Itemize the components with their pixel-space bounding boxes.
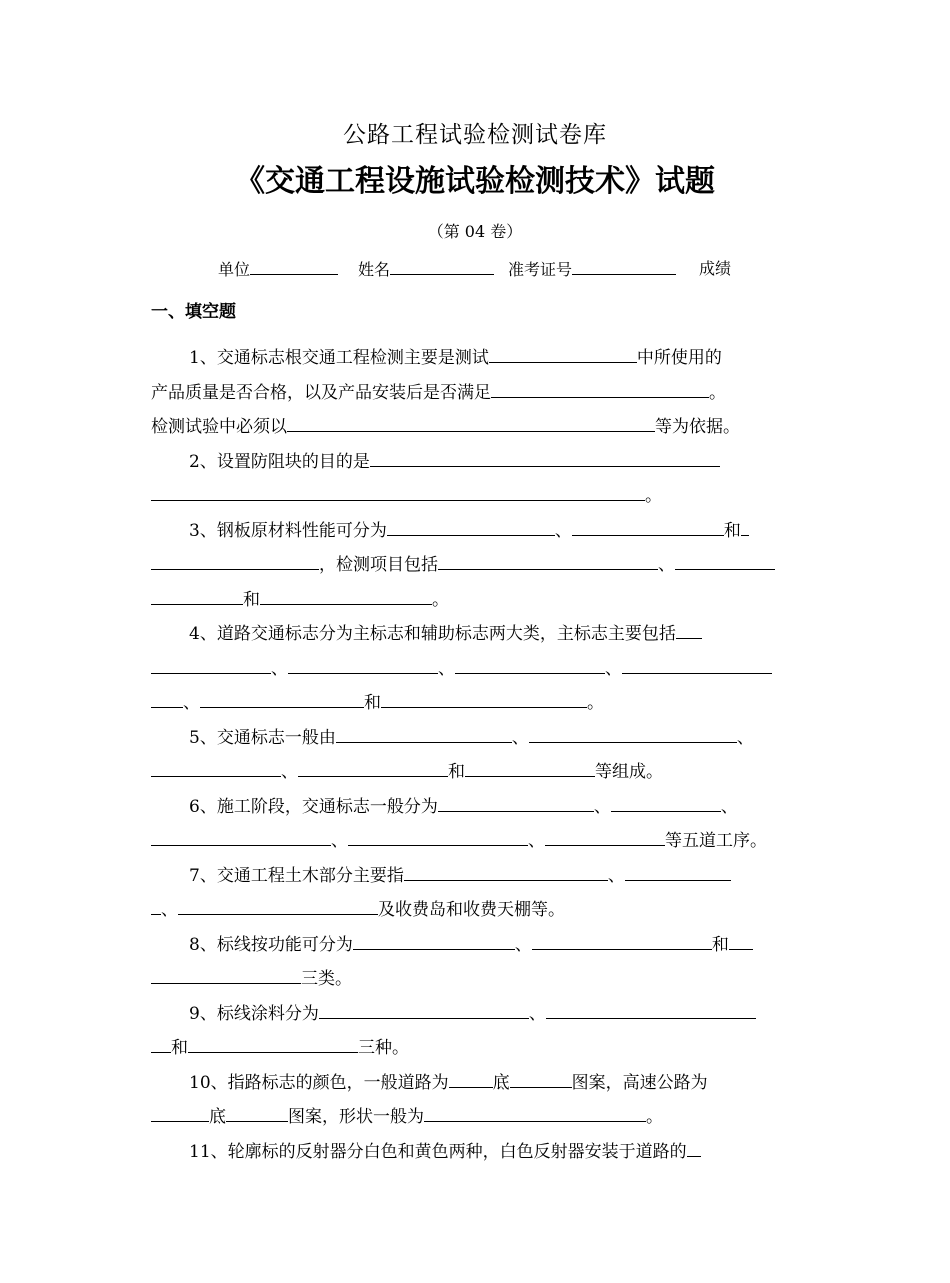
question-11: 11、轮廓标的反射器分白色和黄色两种，白色反射器安装于道路的 bbox=[151, 1135, 801, 1170]
answer-blank[interactable] bbox=[287, 411, 655, 432]
answer-blank[interactable] bbox=[188, 1032, 358, 1053]
question-7: 7、交通工程土木部分主要指 、 bbox=[151, 859, 801, 894]
answer-blank[interactable] bbox=[455, 653, 605, 674]
answer-blank[interactable] bbox=[510, 1067, 572, 1088]
answer-blank[interactable] bbox=[151, 963, 301, 984]
name-field[interactable] bbox=[390, 256, 494, 275]
answer-blank[interactable] bbox=[675, 549, 775, 570]
answer-blank[interactable] bbox=[151, 687, 183, 708]
answer-blank[interactable] bbox=[151, 480, 645, 501]
question-3: 3、钢板原材料性能可分为 、 和 bbox=[151, 514, 801, 549]
answer-blank[interactable] bbox=[151, 756, 281, 777]
answer-blank[interactable] bbox=[625, 860, 731, 881]
answer-blank[interactable] bbox=[151, 1101, 209, 1122]
answer-blank[interactable] bbox=[449, 1067, 493, 1088]
section-title: 一、填空题 bbox=[151, 302, 236, 322]
answer-blank[interactable] bbox=[687, 1136, 701, 1157]
answer-blank[interactable] bbox=[336, 722, 512, 743]
answer-blank[interactable] bbox=[151, 584, 243, 605]
answer-blank[interactable] bbox=[178, 894, 378, 915]
answer-blank[interactable] bbox=[546, 998, 756, 1019]
answer-blank[interactable] bbox=[529, 722, 737, 743]
unit-label: 单位 bbox=[218, 260, 251, 279]
answer-blank[interactable] bbox=[151, 894, 161, 915]
volume-number: （第 04 卷） bbox=[427, 222, 523, 241]
question-list: 1、交通标志根交通工程检测主要是测试 中所使用的 产品质量是否合格，以及产品安装后是否满足 。 检测试验中必须以 等为依据。 2、设置防阻块的目的是 。 3、钢板原材料性能可分为 、 和 ，检测项目包括 、 和 。 4、道路交通标志分为主标志和辅助标志两大类，主标志主要包括 、 、 、 、 和 。 5、交通标志一般由 、 、 、 和 等组成。 6、施工阶段，交通标志一般分为 、 、 、 、 等五道工序。 7、交通工程土木部分主要指 、 、 及收费岛和收费天棚等。 8、标线按功能可分为 、 和 三类。 9、标线涂料分为 、 和 三种。 10、指路标志的颜色，一般道路为 底 图案，高速公路为 底 图案，形状一般为 。 11、轮廓标的反射器分白色和黄色两种，白色反射器安装于道路的 bbox=[151, 341, 801, 1169]
answer-blank[interactable] bbox=[424, 1101, 646, 1122]
answer-blank[interactable] bbox=[438, 549, 658, 570]
question-2: 2、设置防阻块的目的是 bbox=[151, 445, 801, 480]
answer-blank[interactable] bbox=[545, 825, 665, 846]
exam-paper-title: 《交通工程设施试验检测技术》试题 bbox=[235, 164, 715, 199]
answer-blank[interactable] bbox=[465, 756, 595, 777]
answer-blank[interactable] bbox=[151, 1032, 171, 1053]
answer-blank[interactable] bbox=[151, 825, 331, 846]
answer-blank[interactable] bbox=[319, 998, 529, 1019]
answer-blank[interactable] bbox=[260, 584, 432, 605]
answer-blank[interactable] bbox=[226, 1101, 288, 1122]
exam-id-field[interactable] bbox=[572, 256, 676, 275]
question-10: 10、指路标志的颜色，一般道路为 底 图案，高速公路为 bbox=[151, 1066, 801, 1101]
answer-blank[interactable] bbox=[676, 618, 702, 639]
question-5: 5、交通标志一般由 、 、 bbox=[151, 721, 801, 756]
exam-bank-title: 公路工程试验检测试卷库 bbox=[343, 122, 607, 148]
answer-blank[interactable] bbox=[611, 791, 721, 812]
answer-blank[interactable] bbox=[151, 549, 319, 570]
answer-blank[interactable] bbox=[438, 791, 594, 812]
question-8: 8、标线按功能可分为 、 和 bbox=[151, 928, 801, 963]
question-9: 9、标线涂料分为 、 bbox=[151, 997, 801, 1032]
answer-blank[interactable] bbox=[298, 756, 448, 777]
score-label: 成绩 bbox=[699, 259, 732, 278]
answer-blank[interactable] bbox=[381, 687, 587, 708]
answer-blank[interactable] bbox=[151, 653, 271, 674]
answer-blank[interactable] bbox=[387, 515, 555, 536]
answer-blank[interactable] bbox=[370, 446, 720, 467]
question-6: 6、施工阶段，交通标志一般分为 、 、 bbox=[151, 790, 801, 825]
name-label: 姓名 bbox=[358, 260, 391, 279]
answer-blank[interactable] bbox=[489, 342, 637, 363]
question-4: 4、道路交通标志分为主标志和辅助标志两大类，主标志主要包括 bbox=[151, 617, 801, 652]
answer-blank[interactable] bbox=[200, 687, 364, 708]
answer-blank[interactable] bbox=[404, 860, 608, 881]
answer-blank[interactable] bbox=[741, 515, 749, 536]
answer-blank[interactable] bbox=[348, 825, 528, 846]
unit-field[interactable] bbox=[250, 256, 338, 275]
answer-blank[interactable] bbox=[353, 929, 515, 950]
answer-blank[interactable] bbox=[532, 929, 712, 950]
answer-blank[interactable] bbox=[288, 653, 438, 674]
answer-blank[interactable] bbox=[572, 515, 724, 536]
exam-id-label: 准考证号 bbox=[508, 260, 573, 279]
answer-blank[interactable] bbox=[729, 929, 753, 950]
question-1: 1、交通标志根交通工程检测主要是测试 中所使用的 bbox=[151, 341, 801, 376]
answer-blank[interactable] bbox=[622, 653, 772, 674]
answer-blank[interactable] bbox=[491, 377, 709, 398]
